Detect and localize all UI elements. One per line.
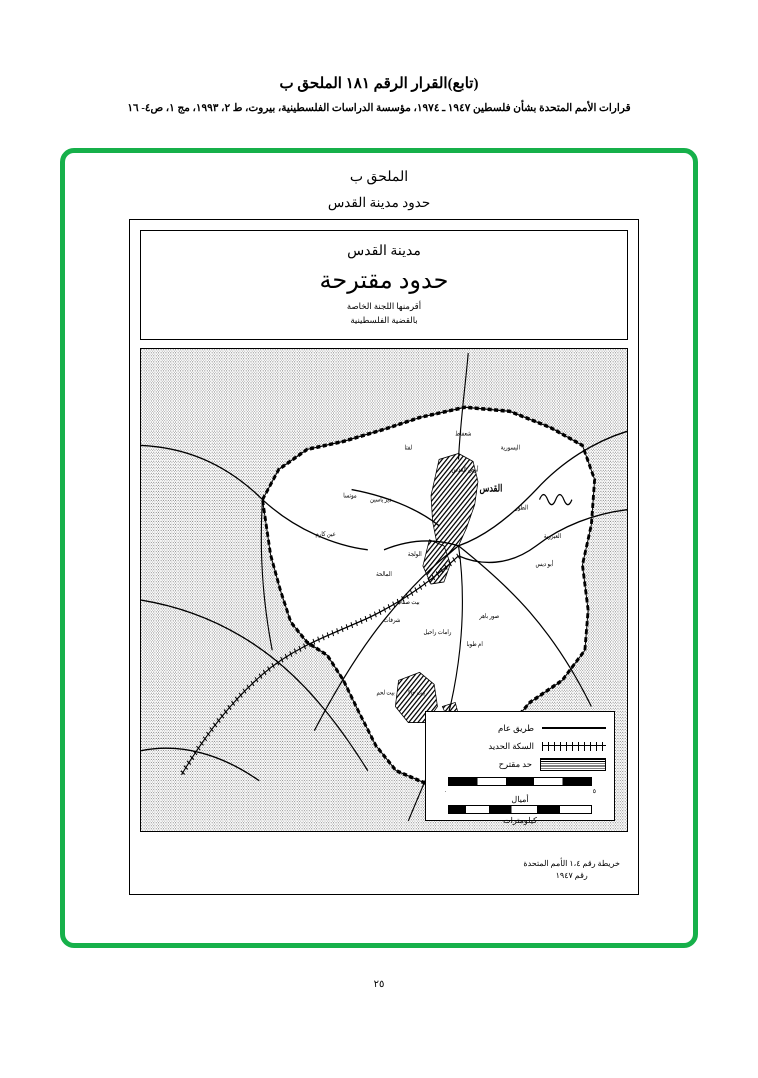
map-legend xyxy=(425,711,615,825)
label-lifta: لفتا xyxy=(404,445,413,452)
map-title-cartouche xyxy=(140,230,628,340)
annex-subtitle: حدود مدينة القدس xyxy=(327,195,431,210)
scale-label-kilometers: كيلومترات xyxy=(503,816,537,825)
label-al-yasuriya: اليسورية xyxy=(500,445,520,452)
label-shuafat: شعفاط xyxy=(455,430,472,438)
legend-item-railway xyxy=(434,737,606,755)
railway-line-icon xyxy=(542,740,606,752)
page-title: (تابع)القرار الرقم ١٨١ الملحق ب xyxy=(279,76,479,92)
map-canvas xyxy=(140,348,628,832)
scale-bar-miles xyxy=(448,777,592,786)
map-credit-line-2: رقم ١٩٤٧ xyxy=(555,871,588,880)
cartouche-main-title: حدود مقترحة xyxy=(319,268,449,294)
legend-label-road: طريق عام xyxy=(498,722,534,733)
legend-label-railway: السكة الحديد xyxy=(488,740,534,751)
page-number: ٢٥ xyxy=(373,979,385,990)
scale-tick-miles-right: ٥ xyxy=(592,789,596,795)
label-abu-dis: أبو ديس xyxy=(535,561,554,569)
label-beit-safafa: بيت صفافا xyxy=(396,599,420,607)
document-header xyxy=(0,74,758,114)
label-sharafat: شرفات xyxy=(383,617,401,625)
label-sur-baher: صور باهر xyxy=(479,613,500,621)
label-al-tur: الطور xyxy=(515,505,529,512)
scale-bar-kilometers xyxy=(448,805,592,814)
label-jerusalem-land: أرض القدس xyxy=(451,467,479,474)
legend-label-border: حد مقترح xyxy=(498,758,532,769)
legend-item-border xyxy=(434,755,606,773)
label-al-maliha: المالحة xyxy=(376,571,392,579)
cartouche-subtitle-1: أقرمنها اللجنة الخاصة xyxy=(346,301,422,311)
scale-tick-miles-left: ٠ xyxy=(444,789,448,795)
road-line-icon xyxy=(542,722,606,734)
label-beit-jala: بيت جالا xyxy=(407,690,426,697)
scale-bars xyxy=(434,777,606,825)
annex-title: الملحق ب xyxy=(349,170,409,185)
scale-label-miles: أميال xyxy=(511,795,529,804)
label-beit-lahem: بيت لحم xyxy=(376,690,395,697)
scale-ticks-miles xyxy=(444,788,596,795)
label-umm-tuba: ام طوبا xyxy=(466,641,483,649)
label-deir-yassin: دير ياسين xyxy=(370,497,392,504)
map-credit-line-1: خريطة رقم ١،٤ الأمم المتحدة xyxy=(523,859,620,868)
label-ein-karim: عين كارم xyxy=(315,531,336,538)
cartouche-city: مدينة القدس xyxy=(347,244,421,259)
label-al-walaja: الولجة xyxy=(407,551,422,559)
label-ramat-rahel: رامات راحيل xyxy=(423,629,452,637)
source-citation: قرارات الأمم المتحدة بشأن فلسطين ١٩٤٧ ـ ١٩٧٤، مؤسسة الدراسات الفلسطينية، بيروت، ط ٢، ١٩٩٣، مج ١، ص٤- ١٦ xyxy=(127,103,631,114)
map-figure xyxy=(129,219,639,895)
label-moutsa: موتسا xyxy=(343,493,357,500)
proposed-border-icon xyxy=(540,758,606,771)
map-credit xyxy=(523,858,620,882)
legend-item-road xyxy=(434,719,606,737)
cartouche-subtitle-2: بالقضية الفلسطينية xyxy=(350,315,418,325)
label-jerusalem: القدس xyxy=(479,482,503,494)
label-al-azariya: العيزرية xyxy=(543,533,562,540)
content-frame xyxy=(60,148,698,948)
